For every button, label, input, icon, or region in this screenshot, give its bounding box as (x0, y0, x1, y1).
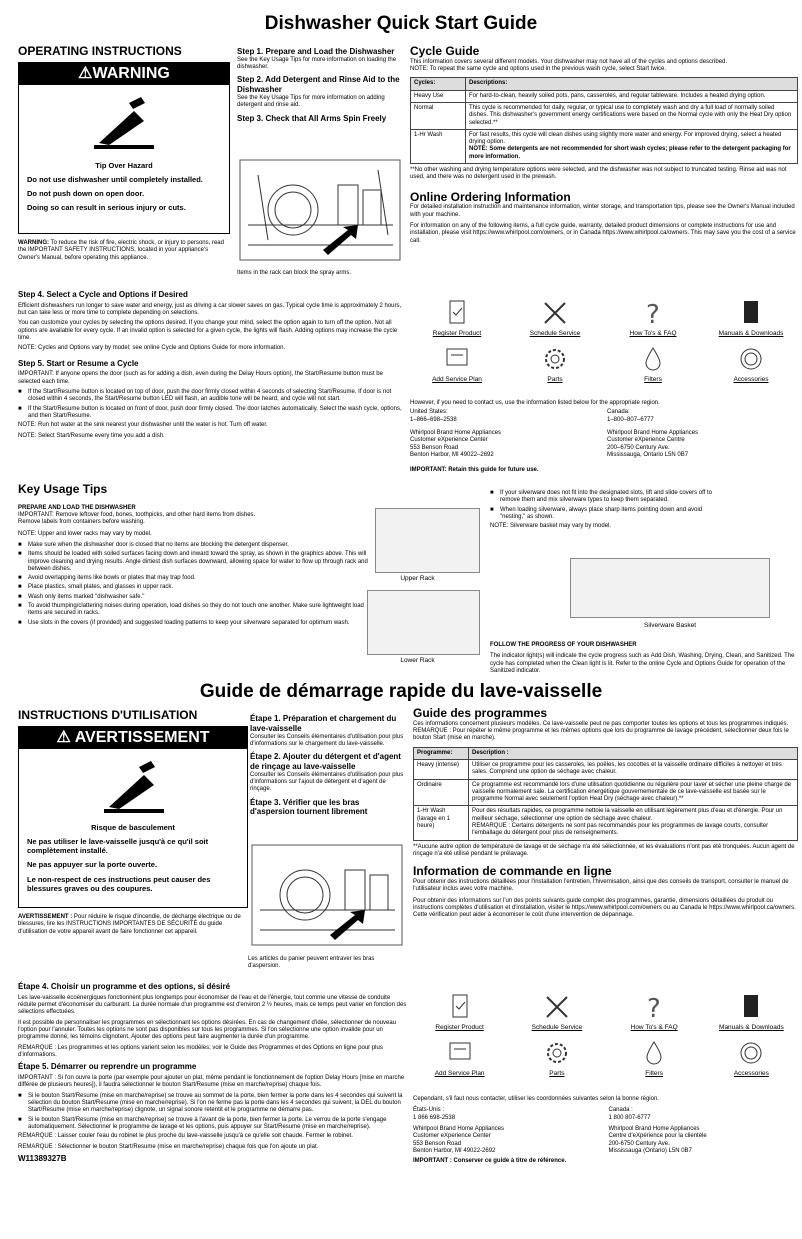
step1-title: Step 1. Prepare and Load the Dishwasher (237, 47, 395, 56)
fr-cycle-title: Guide des programmes (413, 706, 548, 720)
silver-note: NOTE: Silverware basket may vary by model. (490, 523, 612, 530)
silverware-basket-image (570, 558, 770, 618)
how-tos-link[interactable]: ? How To's & FAQ (629, 300, 677, 337)
gear-icon (542, 1038, 572, 1068)
list-item: ■ Place plastics, small plates, and glasses in upper rack. (18, 584, 368, 591)
list-item: ■ Use slots in the covers (if provided) and suggested loading patterns to keep your silverware separated for optimum wash. (18, 620, 368, 627)
gear-icon (540, 344, 570, 374)
fr-canada-address: Canada : 1 800 807-6777 Whirlpool Brand Home Appliances Centre d'eXpérience pour la clientèle 200-6750 Century Ave. Mississauga (Ontario) L5N 0B7 (608, 1107, 707, 1154)
list-item: ■ Si le bouton Start/Resume (mise en marche/reprise) se trouve au sommet de la porte, bien fermer la porte dans les 4 secondes qui suivent la sélection du bouton Start/Resume (mise en marche/reprise). Si l'on ne ferme pas la porte dans les 4 secondes qui suivent, la DEL du bouton Start/Resume (mise en marche/reprise) clignote, un signal sonore retentit et le programme ne démarre pas. (18, 1093, 408, 1115)
hazard-title: Tip Over Hazard (95, 161, 153, 170)
page-title-fr: Guide de démarrage rapide du lave-vaisselle (199, 681, 603, 702)
hose-icon (736, 344, 766, 374)
parts-link[interactable]: Parts (508, 344, 602, 384)
lower-rack-image (367, 590, 480, 655)
dishwasher-rack-illustration (250, 840, 405, 950)
hazard-line: Doing so can result in serious injury or cuts. (27, 203, 186, 213)
part-number: W11389327B (18, 1153, 67, 1163)
table-row: 1-Hr Wash (lavage en 1 heure) Pour des résultats rapides, ce programme nettoie la vaisselle en utilisant légèrement plus d'eau et d'énergie. Pour un meilleur séchage, sélectionner une option de séchage avec chaleur. REMARQUE : Certains détergents ne sont pas recommandés pour les programmes de lavage courts, consulter l'emballage du détergent pour plus de renseignements. (414, 806, 798, 840)
step3-caption: Items in the rack can block the spray arms. (237, 270, 352, 276)
upper-rack-image (375, 508, 480, 573)
fr-cycle-table (413, 747, 798, 841)
cycle-table (410, 77, 798, 164)
how-tos-link[interactable]: ? How To's & FAQ (630, 994, 678, 1031)
step5-note2: NOTE: Select Start/Resume every time you add a dish. (18, 432, 165, 439)
contact-fr (413, 1096, 798, 1166)
fr-cycle-note: REMARQUE : Pour répéter le même programme et les mêmes options que lors du programme de lavage précédent, sélectionner deux fois le bouton Start (mise en marche). (413, 727, 789, 742)
contact-text: However, if you need to contact us, use the information listed below for the appropriate region. (410, 400, 660, 406)
tip-over-hazard-icon (99, 757, 169, 817)
cycle-footnote: **No other washing and drying temperature options were selected, and the dishwasher was not subject to truncated testing. Rinse aid was not used, and there was no detergent used in the prewash. (410, 167, 787, 181)
table-header: Programme: (414, 747, 469, 759)
schedule-service-link[interactable]: Schedule Service (510, 992, 603, 1032)
upper-rack-caption: Upper Rack (400, 575, 435, 582)
fr-online-p1: Pour obtenir des instructions détaillées pour l'installation l'entretien, l'hivernisation, ainsi que des conseils de transport, consulter le manuel de l'utilisateur inclus avec votre machine. (413, 878, 789, 893)
register-product-icon (445, 992, 475, 1022)
hazard-line: Ne pas appuyer sur la porte ouverte. (27, 860, 158, 870)
step3-title: Step 3. Check that All Arms Spin Freely (237, 113, 387, 123)
important-retain: IMPORTANT: Retain this guide for future use. (410, 467, 539, 474)
table-header: Descriptions: (466, 78, 798, 90)
hazard-block (19, 161, 229, 213)
us-address: United States: 1–866–698–2538 Whirlpool Brand Home Appliances Customer eXperience Center 553 Benson Road Benton Harbor, MI 49022–2692 (410, 409, 502, 458)
dishwasher-rack-illustration (238, 155, 403, 265)
register-product-link[interactable]: Register Product (410, 298, 504, 338)
list-item: ■ When loading silverware, always place sharp items pointing down and avoid "nesting," as shown. (490, 507, 725, 522)
online-p2: For information on any of the following items, a full cycle guide, warranty, detailed product dimensions or complete instructions for use and installation, please visit https://www.whirlpool.com/owners, or in Canada https://www.whirlpool.ca/owners. This may save you the cost of a service call. (410, 222, 796, 244)
add-service-plan-link[interactable]: Add Service Plan (413, 1038, 506, 1078)
filters-link[interactable]: Filters (608, 1038, 701, 1078)
progress-section (490, 642, 798, 675)
step4-note: NOTE: Cycles and Options vary by model; see online Cycle and Options Guide for more information. (18, 345, 286, 352)
accessories-link[interactable]: Accessories (705, 1038, 798, 1078)
table-row: Heavy (intense) Utiliser ce programme pour les casseroles, les poêles, les cocottes et la vaisselle ordinaire difficiles à nettoyer et très sales. Comprend une option de séchage avec chaleur. (414, 759, 798, 779)
step2-title: Step 2. Add Detergent and Rinse Aid to the Dishwasher (237, 75, 400, 95)
hazard-line: Ne pas utiliser le lave-vaisselle jusqu'à ce qu'il soit complètement installé. (27, 837, 209, 856)
fr-online-p2: Pour obtenir des informations sur l'un des points suivants guide complet des programmes, garantie, dimensions détaillées du produit ou instructions complètes d'utilisation et d'installation, visiter le https://www.whirlpool.com/owners ou au Canada le https://www.whirlpool.ca/owners. Cette vérification peut aider à économiser le coût d'une intervention de dépannage. (413, 897, 796, 919)
steps-4-5 (18, 290, 403, 443)
fr-cycle-intro: Ces informations concernent plusieurs modèles. Ce lave-vaisselle peut ne pas comporter toutes les options et tous les programmes indiqués. (413, 720, 789, 727)
fr-step3-title: Étape 3. Vérifier que les bras d'aspersion tournent librement (250, 797, 368, 817)
parts-link[interactable]: Parts (510, 1038, 603, 1078)
manual-book-icon (736, 298, 766, 328)
step4-title: Step 4. Select a Cycle and Options if Desired (18, 290, 188, 299)
fr-cycle-footnote: **Aucune autre option de température de lavage et de séchage n'a été sélectionnée, et les évaluations n'ont pas été tronquées. Aucun agent de rinçage n'a été utilisé pendant le prélavage. (413, 843, 795, 857)
fr-cycle-guide (413, 706, 798, 920)
list-item: ■ Avoid overlapping items like bowls or plates that may trap food. (18, 575, 368, 582)
fr-warning-text: AVERTISSEMENT : Pour réduire le risque d'incendie, de décharge électrique ou de blessures, lire les INSTRUCTIONS IMPORTANTES DE SÉCURITÉ du guide d'utilisation de votre appareil avant de faire fonctionner cet appareil. (18, 914, 241, 935)
hose-icon (736, 1038, 766, 1068)
step5-note1: NOTE: Run hot water at the sink nearest your dishwasher until the water is hot. Turn off water. (18, 422, 268, 429)
cycle-intro: This information covers several different models. Your dishwasher may not have all of the cycles and options described. (410, 58, 728, 65)
filters-link[interactable]: Filters (606, 344, 700, 384)
tools-icon (542, 992, 572, 1022)
progress-text: The indicator light(s) will indicate the cycle progress such as Add Dish, Washing, Drying, Clean, and Sanitized. The cycle has completed when the Clean light is lit. Refer to the online Cycle and Options Guide for operation of the Sanitized indicator. (490, 653, 795, 674)
fr-steps-1-3 (250, 714, 405, 817)
fr-steps-4-5 (18, 982, 408, 1164)
list-item: ■ If the Start/Resume button is located on top of door, push the door firmly closed within 4 seconds of selecting Start/Resume. If door is not closed within 4 seconds, the Start/Resume button LED will flash, an audible tone will be heard, and cycle will not start. (18, 389, 403, 404)
hazard-line: Le non-respect de ces instructions peut causer des blessures graves ou des coupures. (27, 874, 211, 893)
warning-header: ⚠WARNING (19, 63, 229, 85)
accessories-link[interactable]: Accessories (704, 344, 798, 384)
fr-important-retain: IMPORTANT : Conserver ce guide à titre de référence. (413, 1158, 567, 1165)
fr-step5-important: IMPORTANT : Si l'on ouvre la porte (par exemple pour ajouter un plat, même pendant le fonctionnement de l'option Delay Hours [mise en marche différée de plusieurs heures]), il faudra sélectionner le bouton Start/Resume (mise en marche/reprise) chaque fois. (18, 1075, 405, 1089)
list-item: ■ Items should be loaded with soiled surfaces facing down and inward toward the spray, as shown in the graphics above. This will improve cleaning and drying results. Angle dirtiest dish surfaces downward, allowing space for water to flow up through rack and between dishes. (18, 551, 368, 573)
prepare-important: IMPORTANT: Remove leftover food, bones, toothpicks, and other hard items from dishes. (18, 511, 256, 518)
hazard-line: Do not push down on open door. (27, 189, 145, 199)
prepare-labels: Remove labels from containers before washing. (18, 519, 145, 526)
operating-instructions-title: OPERATING INSTRUCTIONS (18, 44, 182, 58)
prepare-note: NOTE: Upper and lower racks may vary by model. (18, 530, 152, 537)
question-icon (638, 298, 668, 328)
step4-p2: You can customize your cycles by selecting the options desired. If you change your mind, select the option again to turn off the option. Not all options are available for every cycle. If an invalid option is selected for a given cycle, the lights will flash. Adding options may increase the cycle time. (18, 320, 398, 341)
question-icon (639, 992, 669, 1022)
manual-book-icon (736, 992, 766, 1022)
fr-warning-header: ⚠ AVERTISSEMENT (19, 727, 247, 749)
fr-warning-box (18, 726, 248, 908)
filter-icon (639, 1038, 669, 1068)
add-service-plan-link[interactable]: Add Service Plan (410, 344, 504, 384)
fr-contact-text: Cependant, s'il faut nous contacter, utiliser les coordonnées suivantes selon la bonne région. (413, 1096, 659, 1102)
register-product-icon (442, 298, 472, 328)
table-header: Cycles: (411, 78, 466, 90)
cycle-note: NOTE: To repeat the same cycle and options used in the previous wash cycle, select Start twice. (410, 65, 667, 72)
warning-box (18, 62, 230, 234)
fr-step2-text: Consulter les Conseils élémentaires d'utilisation pour plus d'informations sur l'ajout de détergent et d'agent de rinçage. (250, 771, 404, 793)
service-icons-fr (413, 992, 798, 1078)
fr-operating-title: INSTRUCTIONS D'UTILISATION (18, 708, 198, 722)
lower-rack-caption: Lower Rack (400, 657, 435, 664)
silverware-tips (490, 490, 725, 531)
fr-hazard-title: Risque de basculement (91, 823, 175, 832)
manuals-link[interactable]: Manuals & Downloads (705, 992, 798, 1032)
warning-text: WARNING: To reduce the risk of fire, electric shock, or injury to persons, read the IMPORTANT SAFETY INSTRUCTIONS, located in your appliance's Owner's Manual, before operating this appliance. (18, 240, 224, 261)
list-item: ■ To avoid thumping/clattering noises during operation, load dishes so they do not touch one another. Make sure lightweight load items are secured in racks. (18, 603, 368, 618)
fr-step4-p1: Les lave-vaisselle écoénergiques fonctionnent plus longtemps pour économiser de l'eau et de l'énergie, tout comme une vitesse de conduite réduite permet d'économiser du carburant. La durée normale d'un programme est d'environ 2 ½ heures, mais ce temps peut varier en fonction des sélections effectuées. (18, 994, 407, 1016)
service-icons-en (410, 298, 798, 384)
steps-1-3 (237, 47, 407, 123)
fr-online-title: Information de commande en ligne (413, 864, 612, 879)
list-item: ■ Make sure when the dishwasher door is closed that no items are blocking the detergent dispenser. (18, 542, 368, 549)
step2-text: See the Key Usage Tips for more information on adding detergent and rinse aid. (237, 94, 385, 109)
fr-step4-note: REMARQUE : Les programmes et les options varient selon les modèles; voir le Guide des Programmes et des Options en ligne pour plus d'informations. (18, 1044, 383, 1058)
prepare-title: PREPARE AND LOAD THE DISHWASHER (18, 504, 136, 511)
fr-step5-note2: REMARQUE : Sélectionner le bouton Start/Resume (mise en marche/reprise) chaque fois que l'on ajoute un plat. (18, 1143, 319, 1150)
fr-step4-title: Étape 4. Choisir un programme et des options, si désiré (18, 982, 231, 991)
fr-step2-title: Étape 2. Ajouter du détergent et d'agent de rinçage au lave-vaisselle (250, 752, 401, 771)
fr-step5-note1: REMARQUE : Laisser couler l'eau du robinet le plus proche du lave-vaisselle jusqu'à ce qu'elle soit chaude. Fermer le robinet. (18, 1133, 353, 1140)
list-item: ■ Si le bouton Start/Resume (mise en marche/reprise) se trouve à l'avant de la porte, bien fermer la porte. Le verrou de la porte s'engage automatiquement. Sélectionner le programme de lavage et les options, puis appuyer sur Start/Resume (mise en marche/reprise). (18, 1117, 408, 1132)
tools-icon (540, 298, 570, 328)
canada-address: Canada: 1–800–807–6777 Whirlpool Brand Home Appliances Customer eXperience Centre 200–6750 Century Ave. Mississauga, Ontario L5N 0B7 (607, 409, 699, 458)
table-row: 1-Hr Wash For fast results, this cycle will clean dishes using slightly more water and energy. For improved drying, select a heated drying option. NOTE: Some detergents are not recommended for short wash cycles; please refer to the detergent packaging for more information. (411, 129, 798, 163)
list-item: ■ Wash only items marked "dishwasher safe." (18, 594, 368, 601)
cycle-guide (410, 44, 798, 245)
table-row: Ordinaire Ce programme est recommandé lors d'une utilisation quotidienne ou régulière pour laver et sécher une pleine charge de vaisselle normalement sale. La certification énergétique gouvernementale de ce lave-vaisselle est basée sur le programme Normal avec seulement l'option Heat Dry (séchage avec chaleur).** (414, 779, 798, 806)
key-tips-title: Key Usage Tips (18, 482, 108, 496)
svg-text:?: ? (646, 300, 660, 328)
page-title-en: Dishwasher Quick Start Guide (264, 13, 538, 34)
table-header: Description : (469, 747, 798, 759)
hazard-line: Do not use dishwasher until completely installed. (27, 175, 203, 185)
table-row: Heavy Use For hard-to-clean, heavily soiled pots, pans, casseroles, and regular tableware. Includes a heated drying option. (411, 90, 798, 102)
contact-en (410, 400, 798, 475)
list-item: ■ If your silverware does not fit into the designated slots, lift and slide covers off to remove them and mix silverware types to keep them separated. (490, 490, 725, 505)
step5-important: IMPORTANT: If anyone opens the door (such as for adding a dish, even during the Delay Hours option), the Start/Resume button must be selected each time. (18, 371, 383, 385)
fr-hazard-block (19, 823, 247, 893)
manuals-link[interactable]: Manuals & Downloads (704, 298, 798, 338)
svg-text:?: ? (647, 994, 661, 1022)
register-product-link[interactable]: Register Product (413, 992, 506, 1032)
silverware-basket-caption: Silverware Basket (643, 622, 697, 629)
service-plan-icon (445, 1038, 475, 1068)
fr-step5-title: Étape 5. Démarrer ou reprendre un programme (18, 1062, 197, 1072)
online-title: Online Ordering Information (410, 189, 571, 204)
fr-step1-title: Étape 1. Préparation et chargement du lave-vaisselle (250, 714, 397, 733)
fr-step1-text: Consulter les Conseils élémentaires d'utilisation pour plus d'informations sur le chargement du lave-vaisselle. (250, 733, 404, 747)
fr-us-address: États-Unis : 1 866 698-2538 Whirlpool Brand Home Appliances Customer eXperience Center 553 Benson Road Benton Harbor, MI 49022-2692 (413, 1107, 505, 1154)
step5-title: Step 5. Start or Resume a Cycle (18, 358, 139, 368)
key-usage-tips (18, 482, 378, 629)
list-item: ■ If the Start/Resume button is located on front of door, push door firmly closed. The door latches automatically. Select the wash cycle, options, and then Start/Resume. (18, 406, 403, 421)
table-row: Normal This cycle is recommended for daily, regular, or typical use to completely wash and dry a full load of normally soiled dishes. This dishwasher's government energy certifications were based on the Normal cycle with only the Heat Dry option selected.** (411, 102, 798, 129)
filter-icon (638, 344, 668, 374)
progress-title: FOLLOW THE PROGRESS OF YOUR DISHWASHER (490, 642, 637, 648)
step4-p1: Efficient dishwashers run longer to save water and energy, just as driving a car slower saves on gas. Typical cycle time is approximately 2 hours, but can take less or more time to complete depending on selections. (18, 302, 402, 317)
fr-step3-caption: Les articles du panier peuvent entraver les bras d'aspersion. (248, 956, 375, 970)
step1-text: See the Key Usage Tips for more information on loading the dishwasher. (237, 56, 397, 71)
online-p1: For detailed installation instruction and maintenance information, winter storage, and transportation tips, please see the Owner's Manual included with your machine. (410, 204, 795, 218)
fr-step4-p2: Il est possible de personnaliser les programmes en sélectionnant les options désirées. En cas de changement d'idée, sélectionner de nouveau l'option pour l'annuler. Toutes les options ne sont pas disponibles sur tous les programmes. Si l'on sélectionne une option invalide pour un programme donné, les témoins clignotent. Ajouter des options peut faire augmenter la durée d'un programme. (18, 1019, 397, 1041)
cycle-guide-title: Cycle Guide (410, 44, 480, 58)
tip-over-hazard-icon (89, 93, 159, 153)
service-plan-icon (442, 344, 472, 374)
schedule-service-link[interactable]: Schedule Service (508, 298, 602, 338)
